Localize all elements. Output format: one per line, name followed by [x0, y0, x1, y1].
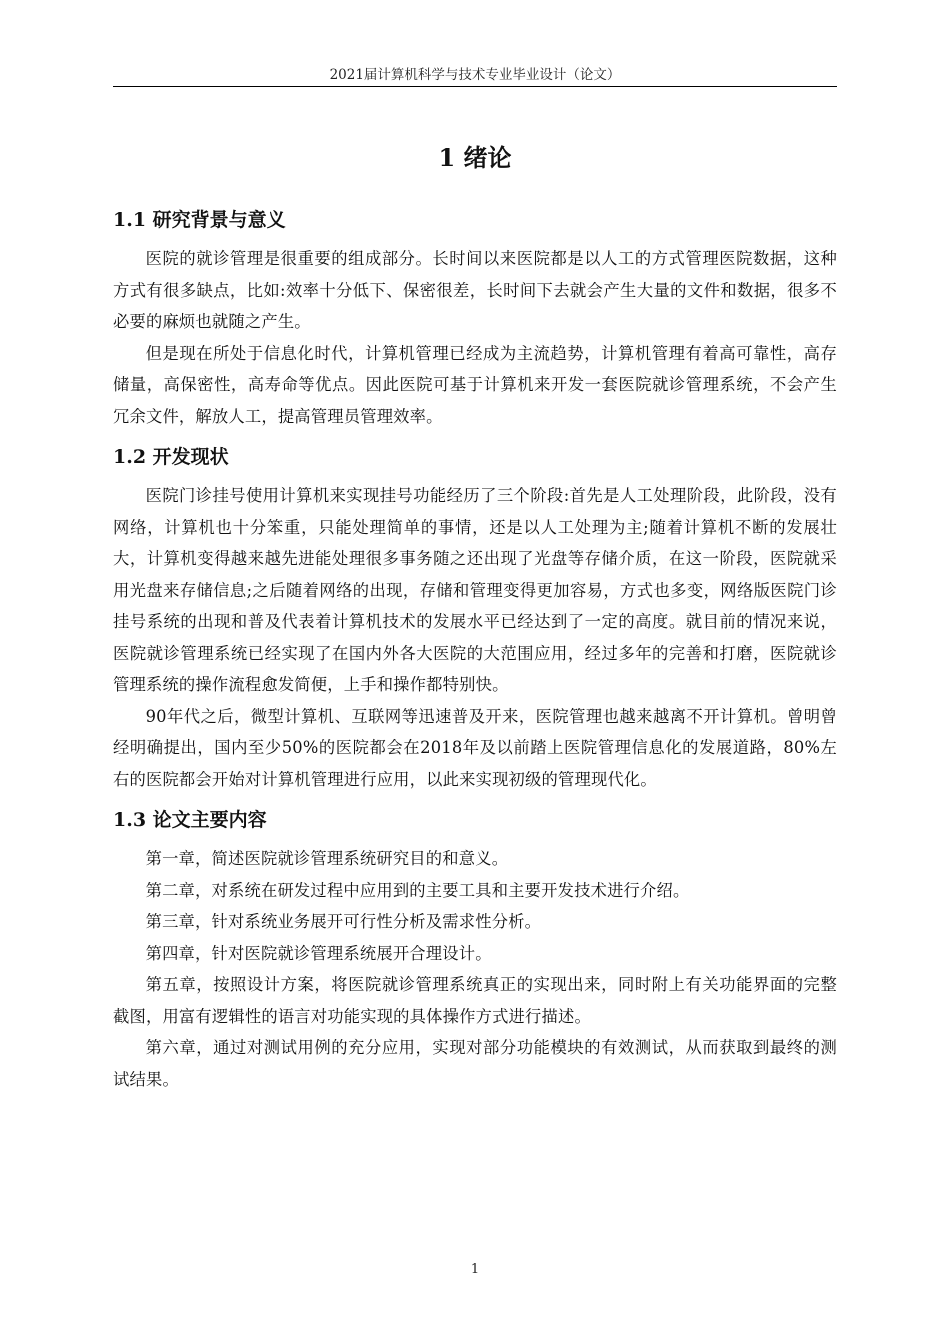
section-research-background — [113, 195, 837, 432]
paragraph: 90年代之后，微型计算机、互联网等迅速普及开来，医院管理也越来越离不开计算机。曾明曾经明确提出，国内至少50%的医院都会在2018年及以前踏上医院管理信息化的发展道路，80%左右的医院都会开始对计算机管理进行应用，以此来实现初级的管理现代化。 — [113, 706, 837, 789]
paragraph: 但是现在所处于信息化时代，计算机管理已经成为主流趋势，计算机管理有着高可靠性，高存储量，高保密性，高寿命等优点。因此医院可基于计算机来开发一套医院就诊管理系统，不会产生冗余文件，解放人工，提高管理员管理效率。 — [113, 343, 837, 426]
running-header: 2021届计算机科学与技术专业毕业设计（论文） — [329, 67, 621, 83]
paragraph: 医院的就诊管理是很重要的组成部分。长时间以来医院都是以人工的方式管理医院数据，这种方式有很多缺点，比如:效率十分低下、保密很差，长时间下去就会产生大量的文件和数据，很多不必要的麻烦也就随之产生。 — [113, 249, 837, 331]
section-heading: 1.2 开发现状 — [113, 446, 229, 468]
header-divider — [113, 86, 837, 87]
page-number: 1 — [470, 1262, 480, 1277]
chapter-summary-item: 第六章，通过对测试用例的充分应用，实现对部分功能模块的有效测试，从而获取到最终的测试结果。 — [113, 1038, 837, 1089]
chapter-summary-item: 第四章，针对医院就诊管理系统展开合理设计。 — [145, 943, 492, 963]
section-development-status — [113, 432, 837, 795]
chapter-summary-item: 第二章，对系统在研发过程中应用到的主要工具和主要开发技术进行介绍。 — [145, 880, 690, 900]
chapter-summary-item: 第五章，按照设计方案，将医院就诊管理系统真正的实现出来，同时附上有关功能界面的完整截图，用富有逻辑性的语言对功能实现的具体操作方式进行描述。 — [113, 975, 837, 1026]
chapter-summary-item: 第三章，针对系统业务展开可行性分析及需求性分析。 — [145, 912, 542, 931]
paragraph: 医院门诊挂号使用计算机来实现挂号功能经历了三个阶段:首先是人工处理阶段，此阶段，没有网络，计算机也十分笨重，只能处理简单的事情，还是以人工处理为主;随着计算机不断的发展壮大，计算机变得越来越先进能处理很多事务随之还出现了光盘等存储介质，在这一阶段，医院就采用光盘来存储信息;之后随着网络的出现，存储和管理变得更加容易，方式也多变，网络版医院门诊挂号系统的出现和普及代表着计算机技术的发展水平已经达到了一定的高度。就目前的情况来说，医院就诊管理系统已经实现了在国内外各大医院的大范围应用，经过多年的完善和打磨，医院就诊管理系统的操作流程愈发简便，上手和操作都特别快。 — [113, 486, 837, 694]
chapter-title: 1 绪论 — [438, 143, 512, 172]
section-thesis-contents — [113, 795, 837, 1095]
chapter-summary-item: 第一章，简述医院就诊管理系统研究目的和意义。 — [145, 849, 509, 868]
section-heading: 1.1 研究背景与意义 — [113, 209, 286, 231]
section-heading: 1.3 论文主要内容 — [113, 809, 267, 831]
page-body — [113, 136, 837, 1095]
